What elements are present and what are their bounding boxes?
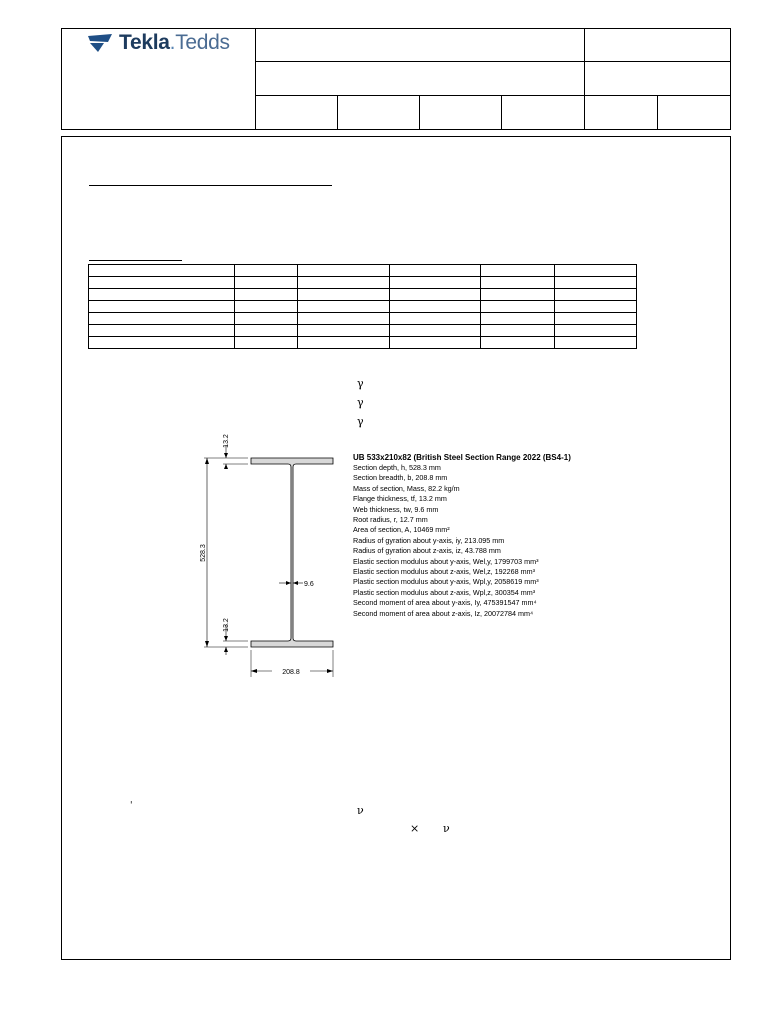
header-rule-2 <box>255 95 731 96</box>
property-row: Radius of gyration about y-axis, iy, 213.095 mm <box>353 535 505 545</box>
header-cell-divider-3 <box>501 95 502 130</box>
depth-dimension-label: 528.3 <box>200 544 207 562</box>
web-dimension-label: 9.6 <box>304 581 314 588</box>
property-row: Radius of gyration about z-axis, iz, 43.788 mm <box>353 546 501 556</box>
table-row <box>89 277 637 289</box>
gamma-symbol: γ <box>357 377 364 390</box>
section-title: UB 533x210x82 (British Steel Section Range 2022 (BS4-1) <box>353 453 571 462</box>
table-row <box>89 313 637 325</box>
header-divider-right <box>584 28 585 130</box>
logo-cell <box>62 29 256 129</box>
property-row: Web thickness, tw, 9.6 mm <box>353 504 439 514</box>
title-block <box>61 28 731 130</box>
subheading-underline <box>89 260 182 261</box>
property-row: Plastic section modulus about y-axis, Wpl,y, 2058619 mm³ <box>353 577 539 587</box>
property-row: Section breadth, b, 208.8 mm <box>353 473 448 483</box>
property-row: Flange thickness, tf, 13.2 mm <box>353 494 447 504</box>
property-row: Elastic section modulus about z-axis, Wel,z, 192268 mm³ <box>353 567 536 577</box>
nu-symbol: ν <box>443 822 450 835</box>
section-properties <box>353 452 603 619</box>
property-row: Mass of section, Mass, 82.2 kg/m <box>353 483 460 493</box>
tekla-mark-icon <box>86 33 114 53</box>
prime-symbol: ' <box>130 801 133 811</box>
property-row: Plastic section modulus about z-axis, Wpl,z, 300354 mm³ <box>353 587 536 597</box>
top-flange-dimension-label: 13.2 <box>223 434 230 448</box>
section-outline <box>251 458 333 647</box>
property-row: Area of section, A, 10469 mm² <box>353 525 450 535</box>
property-row: Section depth, h, 528.3 mm <box>353 463 441 472</box>
table-row <box>89 325 637 337</box>
i-section-drawing <box>190 425 350 685</box>
table-row <box>89 265 637 277</box>
table-row <box>89 337 637 349</box>
nu-symbol: ν <box>357 804 364 817</box>
header-rule-1 <box>255 61 731 62</box>
logo-wordmark: Tekla.Tedds <box>119 31 230 54</box>
header-cell-divider-2 <box>419 95 420 130</box>
header-cell-divider-1 <box>337 95 338 130</box>
table-row <box>89 301 637 313</box>
header-cell-divider-4 <box>657 95 658 130</box>
times-symbol: × <box>410 822 420 835</box>
property-row: Root radius, r, 12.7 mm <box>353 515 428 525</box>
property-row: Second moment of area about y-axis, Iy, 475391547 mm⁴ <box>353 598 537 608</box>
property-row: Second moment of area about z-axis, Iz, 20072784 mm⁴ <box>353 608 534 618</box>
table-row <box>89 289 637 301</box>
property-row: Elastic section modulus about y-axis, Wel,y, 1799703 mm³ <box>353 556 539 566</box>
breadth-dimension-label: 208.8 <box>282 669 300 676</box>
data-table <box>88 264 637 349</box>
bottom-flange-dimension-label: 13.2 <box>223 618 230 632</box>
gamma-symbol: γ <box>357 415 364 428</box>
tekla-logo <box>86 31 230 55</box>
gamma-symbol: γ <box>357 396 364 409</box>
heading-underline <box>89 185 332 186</box>
